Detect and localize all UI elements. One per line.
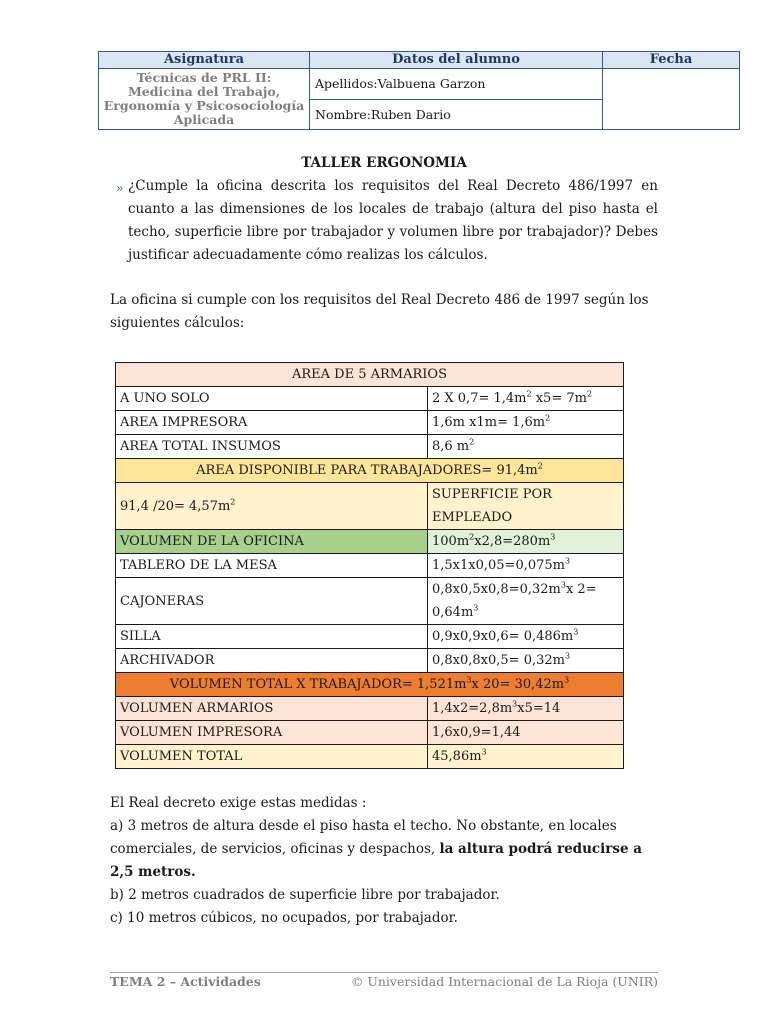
- row-value: $0,8x0,5x0,8=0,32m^3x$ $2= 0,64m^3$: [428, 578, 624, 625]
- requirement-a-bold: la altura podrá reducirse a 2,5 metros.: [110, 841, 643, 880]
- row-label: A UNO SOLO: [116, 387, 428, 411]
- row-value: 1,6m $x1m= 1,6m^2$: [428, 411, 624, 435]
- row-label: VOLUMEN DE LA OFICINA: [116, 530, 428, 554]
- table-row: [116, 554, 624, 578]
- student-name: Nombre:Ruben Dario: [310, 99, 603, 130]
- row-label: AREA TOTAL INSUMOS: [116, 435, 428, 459]
- row-label: VOLUMEN ARMARIOS: [116, 697, 428, 721]
- footer-copyright: © Universidad Internacional de La Rioja (UNIR): [350, 974, 658, 989]
- footer-divider: [110, 972, 658, 973]
- table-row: [116, 411, 624, 435]
- requirements-section: [110, 792, 670, 930]
- header-table: [98, 51, 740, 130]
- row-value: $45,86m^3$: [428, 745, 624, 769]
- table-row: [116, 483, 624, 530]
- table-row: [116, 721, 624, 745]
- table-row: [116, 363, 624, 387]
- requirement-a: a) 3 metros de altura desde el piso hasta el techo. No obstante, en locales comerciales, de servicios, oficinas y despachos, la altura podrá reducirse a 2,5 metros.: [110, 818, 643, 880]
- row-value: $100m^2x2,8=280m^3$: [428, 530, 624, 554]
- row-label: TABLERO DE LA MESA: [116, 554, 428, 578]
- header-col-date: Fecha: [603, 52, 740, 69]
- page-title: TALLER ERGONOMIA: [301, 155, 467, 171]
- requirement-b: b) 2 metros cuadrados de superficie libre por trabajador.: [110, 887, 500, 903]
- row-label: AREA IMPRESORA: [116, 411, 428, 435]
- footer-topic: TEMA 2 – Actividades: [110, 974, 261, 989]
- student-surname: Apellidos:Valbuena Garzon: [310, 69, 603, 100]
- table-row: [116, 673, 624, 697]
- table-row: [116, 578, 624, 625]
- table-row: [116, 649, 624, 673]
- table-row: [116, 387, 624, 411]
- volumen-total-header: VOLUMEN TOTAL X TRABAJADOR= $1,521m^3x$ $20= 30,42m^3$: [116, 673, 624, 697]
- row-label: ARCHIVADOR: [116, 649, 428, 673]
- table-row: [116, 745, 624, 769]
- question-text: ¿Cumple la oficina descrita los requisitos del Real Decreto 486/1997 en cuanto a las dimensiones de los locales de trabajo (altura del piso hasta el techo, superficie libre por trabajador y volumen libre por trabajador)? Debes justificar adecuadamente cómo realizas los cálculos.: [128, 178, 658, 263]
- table-row: [116, 697, 624, 721]
- row-label: SILLA: [116, 625, 428, 649]
- area-disponible-header: AREA DISPONIBLE PARA TRABAJADORES= $91,4m^2$: [116, 459, 624, 483]
- header-col-student: Datos del alumno: [310, 52, 603, 69]
- date-cell: [603, 69, 740, 130]
- table-row: [116, 459, 624, 483]
- row-value: SUPERFICIE POR EMPLEADO: [428, 483, 624, 530]
- row-value: $1,4x2=2,8m^3x5=14$: [428, 697, 624, 721]
- table-row: [116, 625, 624, 649]
- row-value: $0,8x0,8x0,5= 0,32m^3$: [428, 649, 624, 673]
- row-label: VOLUMEN IMPRESORA: [116, 721, 428, 745]
- table-row: [116, 435, 624, 459]
- header-col-subject: Asignatura: [99, 52, 310, 69]
- row-label: CAJONERAS: [116, 578, 428, 625]
- row-value: 1,6x0,9=1,44: [428, 721, 624, 745]
- bullet-icon: »: [116, 181, 124, 195]
- requirements-intro: El Real decreto exige estas medidas :: [110, 795, 367, 811]
- subject-name: Técnicas de PRL II: Medicina del Trabajo, Ergonomía y Psicosociología Aplicada: [99, 69, 310, 130]
- row-label: VOLUMEN TOTAL: [116, 745, 428, 769]
- row-label: 91,4 $/20= 4,57m^2$: [116, 483, 428, 530]
- requirement-c: c) 10 metros cúbicos, no ocupados, por trabajador.: [110, 910, 458, 926]
- row-value: 2 X $0,7= 1,4m^2$ $x5= 7m^2$: [428, 387, 624, 411]
- area-armarios-header: AREA DE 5 ARMARIOS: [116, 363, 624, 387]
- calculation-table: [115, 362, 624, 769]
- row-value: $1,5x1x0,05=0,075m^3$: [428, 554, 624, 578]
- answer-text: La oficina si cumple con los requisitos del Real Decreto 486 de 1997 según los siguientes cálculos:: [110, 292, 649, 331]
- row-value: 8,6 $m^2$: [428, 435, 624, 459]
- row-value: $0,9x0,9x0,6= 0,486m^3$: [428, 625, 624, 649]
- table-row: [116, 530, 624, 554]
